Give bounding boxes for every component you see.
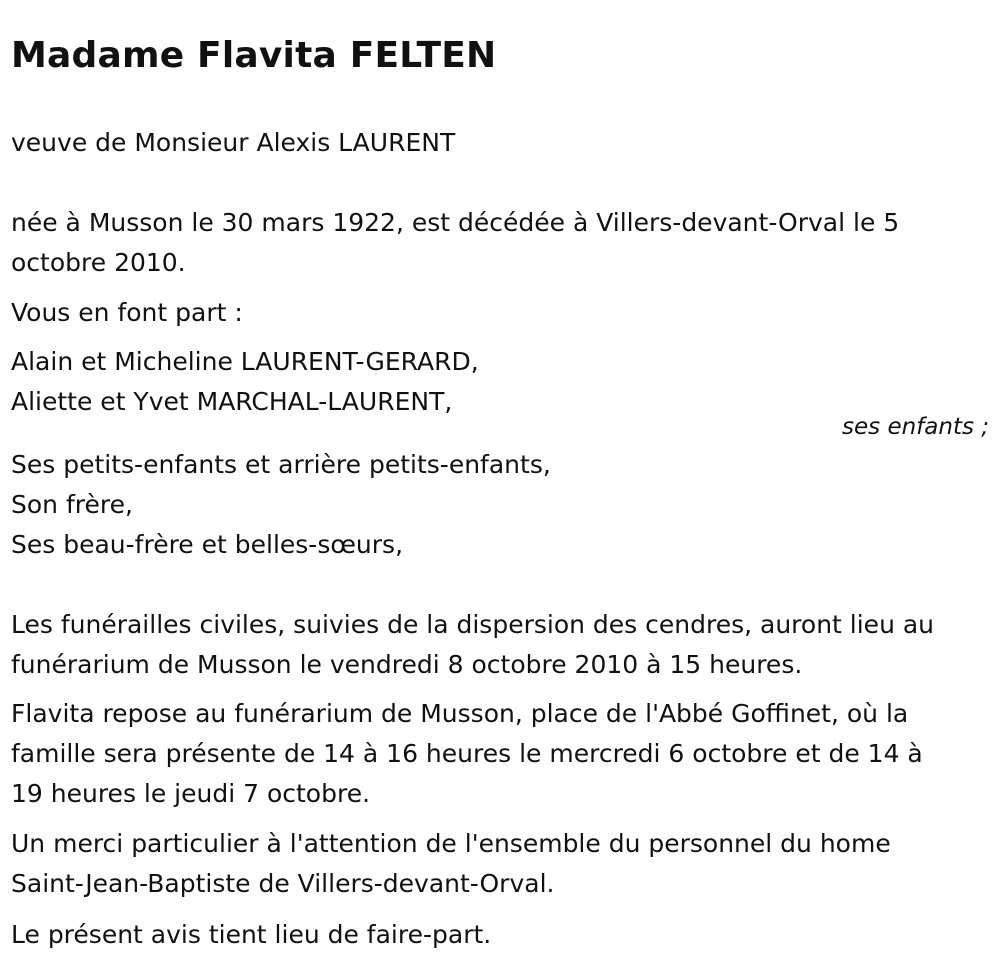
visitation-line-2: famille sera présente de 14 à 16 heures le mercredi 6 octobre et de 14 à <box>11 739 923 768</box>
family-line-2: Son frère, <box>11 490 133 519</box>
children-line-1: Alain et Micheline LAURENT-GERARD, <box>11 347 479 376</box>
funeral-line-2: funérarium de Musson le vendredi 8 octobre 2010 à 15 heures. <box>11 650 803 679</box>
widow-of-line: veuve de Monsieur Alexis LAURENT <box>11 128 456 157</box>
children-line-2: Aliette et Yvet MARCHAL-LAURENT, <box>11 387 453 416</box>
thanks-line-2: Saint-Jean-Baptiste de Villers-devant-Orval. <box>11 869 555 898</box>
visitation-line-3: 19 heures le jeudi 7 octobre. <box>11 779 371 808</box>
closing-line: Le présent avis tient lieu de faire-part. <box>11 920 492 949</box>
children-note: ses enfants ; <box>842 414 989 440</box>
funeral-line-1: Les funérailles civiles, suivies de la dispersion des cendres, auront lieu au <box>11 610 935 639</box>
visitation-line-1: Flavita repose au funérarium de Musson, place de l'Abbé Goffinet, où la <box>11 699 909 728</box>
family-line-3: Ses beau-frère et belles-sœurs, <box>11 530 404 559</box>
birth-death-line-1: née à Musson le 30 mars 1922, est décédée à Villers-devant-Orval le 5 <box>11 208 900 237</box>
deceased-name-title: Madame Flavita FELTEN <box>11 35 497 76</box>
announce-line: Vous en font part : <box>11 298 243 327</box>
thanks-line-1: Un merci particulier à l'attention de l'ensemble du personnel du home <box>11 829 891 858</box>
family-line-1: Ses petits-enfants et arrière petits-enfants, <box>11 450 551 479</box>
birth-death-line-2: octobre 2010. <box>11 248 186 277</box>
